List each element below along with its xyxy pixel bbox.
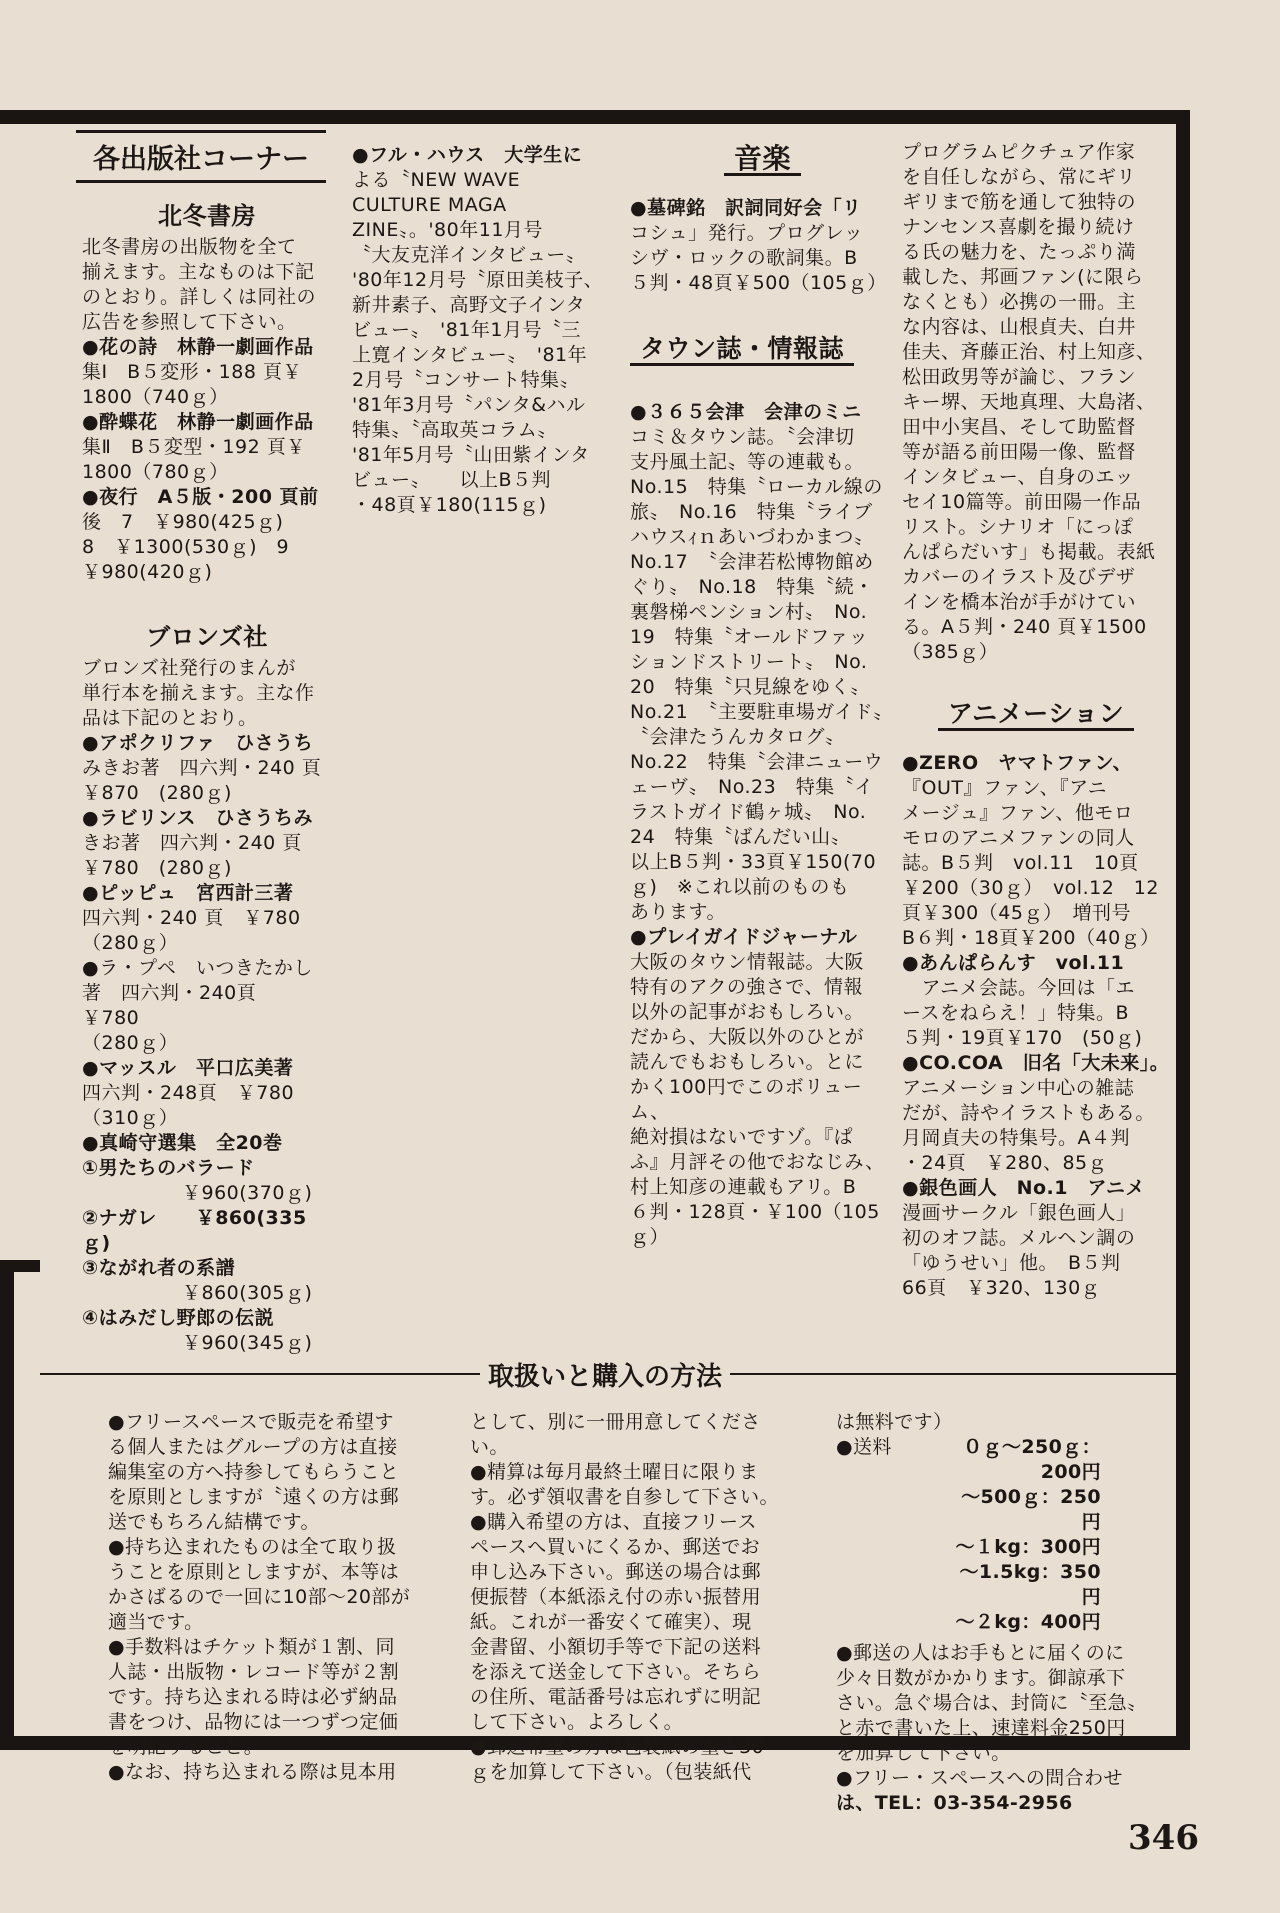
town-list: ●３６５会津 会津のミニ コミ＆タウン誌。〝会津切 支丹風土記〟等の連載も。 No.15 特集〝ローカル線の 旅〟 No.16 特集〝ライブ ハウスｨｎあいづわかまつ〟 No.17 〝会津若松博物館め ぐり〟 No.18 特集〝続・ 裏磐梯ペンション村〟 No. 19 特集〝オールドファッ ションドストリート〟 No. 20 特集〝只見線をゆく〟 No.21 〝主要駐車場ガイド〟 〝会津たうんカタログ〟 No.22 特集〝会津ニューウ ェーヴ〟 No.23 特集〝イ ラストガイド鶴ヶ城〟 No. 24 特集〝ばんだい山〟 以上B５判・33頁￥150(70 ｇ) ※これ以前のものも あります。 ●プレイガイドジャーナル 大阪のタウン情報誌。大阪 特有のアクの強さで、情報 以外の記事がおもしろい。 だから、大阪以外のひとが 読んでもおもしろい。とに かく100円でこのボリューム、 絶対損はないですゾ。『ぱ ふ』月評その他でおなじみ、 村上知彦の連載もアリ。B ６判・128頁・￥100（105ｇ）: [630, 401, 893, 1248]
anime-title: アニメーション: [938, 701, 1134, 731]
music-list: ●墓碑銘 訳詞同好会「リ コシュ」発行。プログレッ シヴ・ロックの歌詞集。B ５判・48頁￥500（105ｇ）: [630, 197, 887, 294]
contact-phone: は、TEL：03-354-2956: [836, 1792, 1073, 1814]
postage-row: 〜1.5kg：350円: [959, 1561, 1101, 1608]
page-frame-top: [0, 110, 1190, 124]
column-program-anime: [902, 140, 1170, 1301]
bronze-list: ●アポクリファ ひさうち みきお著 四六判・240 頁 ￥870 (280ｇ) ●ラビリンス ひさうちみ きお著 四六判・240 頁 ￥780 (280ｇ) ●ピッピュ 宮西計三著 四六判・240 頁 ￥780 （280ｇ） ●ラ・プペ いつきたかし 著 四六判・240頁 ￥780 （280ｇ） ●マッスル 平口広美著 四六判・248頁 ￥780 （310ｇ） ●真崎守選集 全20巻 ①男たちのバラード ￥960(370ｇ) ②ナガレ ￥860(335ｇ) ③ながれ者の系譜 ￥860(305ｇ) ④はみだし野郎の伝説 ￥960(345ｇ): [82, 732, 322, 1354]
program-text: プログラムピクチュア作家 を自任しながら、常にギリ ギリまで筋を通して独特の ナンセンス喜劇を撮り続け る氏の魅力を、たっぷり満 載した、邦画ファン(に限ら なくとも）必携の一冊。主 な内容は、山根貞夫、白井 佳夫、斉藤正治、村上知彦、 松田政男等が論じ、フラン キー堺、天地真理、大島渚、 田中小実昌、そして助監督 等が語る前田陽一像、監督 インタビュー、自身のエッ セイ10篇等。前田陽一作品 リスト。シナリオ「にっぽ んぱらだいす」も掲載。表紙 カバーのイラスト及びデザ インを橋本治が手がけてい る。A５判・240 頁￥1500 （385ｇ）: [902, 141, 1156, 663]
bronze-title: ブロンズ社: [146, 623, 268, 651]
corner-title: 各出版社コーナー: [76, 130, 326, 183]
column-fullhouse: ●フル・ハウス 大学生に よる〝NEW WAVE CULTURE MAGA ZINE〟。'80年11月号 〝大友克洋インタビュー〟 '80年12月号〝原田美枝子、 新井素子、高野文子インタ ビュー〟 '81年1月号〝三 上寛インタビュー〟 '81年 2月号〝コンサート特集〟 '81年3月号〝パンタ&ハル 特集〟〝高取英コラム〟 '81年5月号〝山田紫インタ ビュー〟 以上B５判 ・48頁￥180(115ｇ): [352, 144, 604, 516]
town-title: タウン誌・情報誌: [630, 336, 854, 366]
hokutou-title: 北冬書房: [158, 202, 256, 230]
postage-row: 〜２kg：400円: [955, 1611, 1101, 1633]
hokutou-intro: 北冬書房の出版物を全て 揃えます。主なものは下記 のとおり。詳しくは同社の 広告を参照して下さい。: [82, 236, 317, 333]
postage-row: ０ｇ〜250ｇ：200円: [963, 1436, 1101, 1483]
howto-title: 取扱いと購入の方法: [480, 1356, 730, 1393]
postage-row: 〜１kg：300円: [955, 1536, 1101, 1558]
column-publishers: [82, 190, 332, 1356]
bronze-intro: ブロンズ社発行のまんが 単行本を揃えます。主な作 品は下記のとおり。: [82, 657, 315, 729]
postage-label: ●送料: [836, 1436, 892, 1458]
howto-col-2: として、別に一冊用意してくださ い。 ●精算は毎月最終土曜日に限りま す。必ず領収書を自参して下さい。 ●購入希望の方は、直接フリース ペースへ買いにくるか、郵送でお 申し込み下さい。郵送の場合は郵 便振替（本紙添え付の赤い振替用 紙。これが一番安くて確実）、現 金書留、小額切手等で下記の送料 を添えて送金して下さい。そちら の住所、電話番号は忘れずに明記 して下さい。よろしく。 ●郵送希望の方は包装紙の重さ30 ｇを加算して下さい。（包装紙代: [470, 1411, 779, 1783]
anime-list: ●ZERO ヤマトファン、 『OUT』ファン、『アニ メージュ』ファン、他モロ モロのアニメファンの同人 誌。B５判 vol.11 10頁 ￥200（30ｇ） vol.12 12 頁￥300（45ｇ） 増刊号 B６判・18頁￥200（40ｇ） ●あんぱらんす vol.11 アニメ会誌。今回は「エ ースをねらえ！」特集。B ５判・19頁￥170 (50ｇ) ●CO.COA 旧名「大未来」。 アニメーション中心の雑誌 だが、詩やイラストもある。 月岡貞夫の特集号。A４判 ・24頁 ￥280、85ｇ ●銀色画人 No.1 アニメ 漫画サークル「銀色画人」 初のオフ誌。メルヘン調の 「ゆうせい」他。 B５判 66頁 ￥320、130ｇ: [902, 752, 1170, 1299]
column-music-town: [630, 142, 895, 1250]
postage-table: [836, 1435, 1166, 1635]
page-frame-left: [0, 1260, 14, 1750]
page-frame-right: [1176, 110, 1190, 1750]
page-frame-notch: [0, 1260, 40, 1272]
howto-col-1: ●フリースペースで販売を希望す る個人またはグループの方は直接 編集室の方へ持参してもらうこと を原則としますが〝遠くの方は郵 送でもちろん結構です。 ●持ち込まれたものは全て取り扱 うことを原則としますが、本等は かさばるので一回に10部〜20部が 適当です。 ●手数料はチケット類が１割、同 人誌・出版物・レコード等が２割 です。持ち込まれる時は必ず納品 書をつけ、品物には一つずつ定価 を明記すること。 ●なお、持ち込まれる際は見本用: [108, 1411, 411, 1783]
postage-row: 〜500ｇ：250円: [961, 1486, 1101, 1533]
music-title: 音楽: [724, 146, 801, 176]
hokutou-list: ●花の詩 林静一劇画作品 集Ⅰ B５変形・188 頁￥ 1800（740ｇ） ●酔蝶花 林静一劇画作品 集Ⅱ B５変型・192 頁￥ 1800（780ｇ） ●夜行 A５版・200 頁前 後 7 ￥980(425ｇ) 8 ￥1300(530ｇ) 9 ￥980(420ｇ): [82, 336, 319, 583]
page-number: 346: [1128, 1818, 1199, 1858]
howto-col-3: は無料です） ●送料 ０ｇ〜250ｇ：200円 〜500ｇ：250円 〜１kg：300円 〜1.5kg：350円 〜２kg：400円 ●郵送の人はお手もとに届くのに 少々日数がかかります。御諒承下 さい。急ぐ場合は、封筒に〝至急〟 と赤で書いた上、速達料金250円 を加算して下さい。 ●フリー・スペースへの問合わせ は、TEL：03-354-2956: [836, 1410, 1166, 1816]
